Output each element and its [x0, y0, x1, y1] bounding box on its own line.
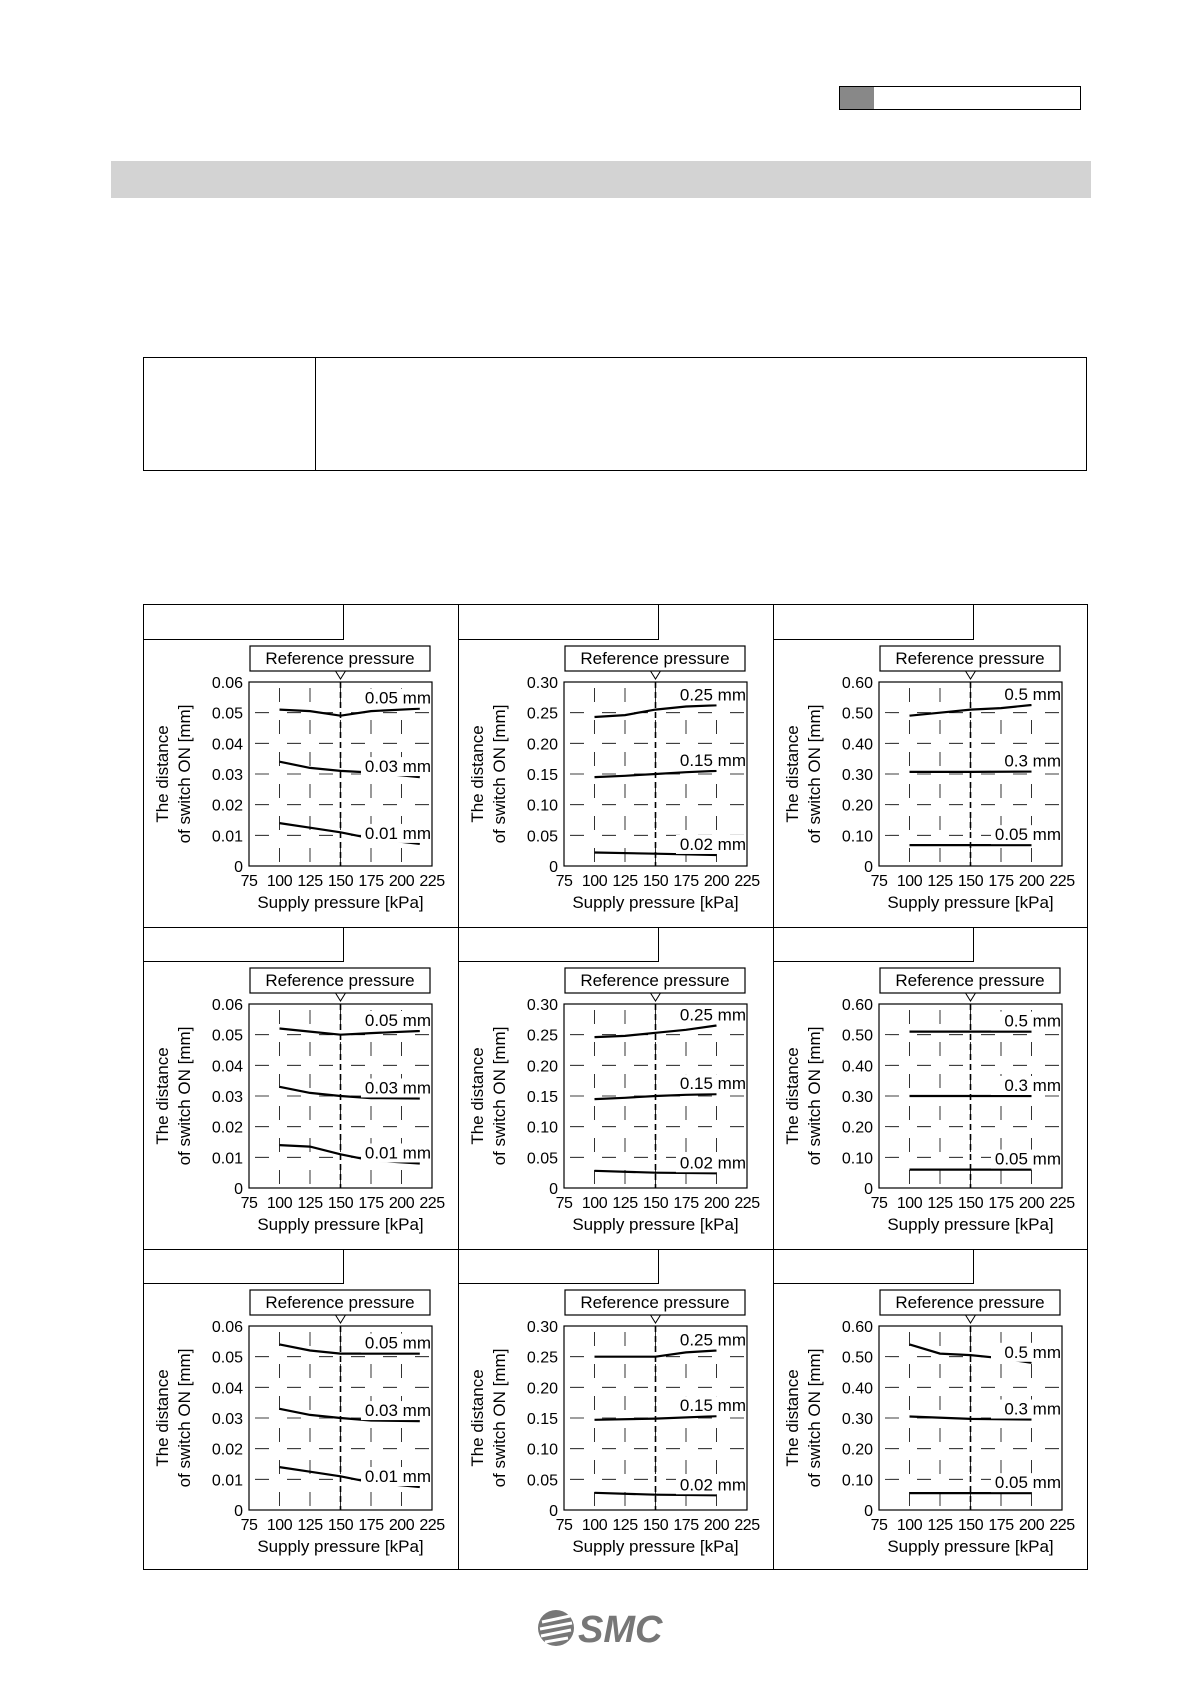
- x-tick-label: 125: [297, 873, 323, 890]
- series-label: 0.01 mm: [364, 1143, 431, 1163]
- y-axis-label: of switch ON [mm]: [490, 1026, 509, 1166]
- reference-label: Reference pressure: [265, 971, 415, 990]
- line-chart: [774, 640, 1089, 927]
- y-tick-label: 0.15: [526, 1089, 558, 1106]
- x-tick-label: 150: [957, 1195, 984, 1212]
- x-tick-label: 100: [266, 1195, 293, 1212]
- y-tick-label: 0.06: [211, 1319, 243, 1336]
- x-axis-label: Supply pressure [kPa]: [257, 1215, 424, 1234]
- x-axis-label: Supply pressure [kPa]: [257, 1537, 424, 1556]
- section-heading-bar: [111, 161, 1091, 198]
- x-tick-label: 150: [642, 1195, 669, 1212]
- y-axis-label: The distance: [468, 725, 487, 823]
- series-line: [280, 709, 420, 716]
- x-tick-label: 150: [957, 1517, 984, 1534]
- y-tick-label: 0: [234, 1181, 243, 1198]
- chart-title-tab: [774, 927, 974, 962]
- x-tick-label: 75: [240, 873, 258, 890]
- x-axis-label: Supply pressure [kPa]: [572, 893, 739, 912]
- reference-label: Reference pressure: [265, 649, 415, 668]
- x-axis-label: Supply pressure [kPa]: [572, 1537, 739, 1556]
- y-tick-label: 0.05: [526, 828, 558, 846]
- chart-cell: [459, 927, 774, 1249]
- y-tick-label: 0.25: [526, 1027, 558, 1045]
- series-label: 0.05 mm: [364, 688, 431, 708]
- line-chart: [774, 962, 1089, 1249]
- y-tick-label: 0.20: [841, 797, 873, 815]
- chart-cell: [144, 605, 459, 927]
- y-tick-label: 0.03: [211, 1089, 243, 1106]
- chart-grid: [143, 604, 1088, 1570]
- reference-pointer: [651, 993, 661, 1001]
- chart-cell: [774, 927, 1089, 1249]
- series-label: 0.02 mm: [679, 1475, 746, 1495]
- page-marker-fill: [840, 87, 874, 109]
- series-label: 0.05 mm: [364, 1010, 431, 1030]
- series-label: 0.03 mm: [364, 1078, 431, 1098]
- chart-title-tab: [774, 605, 974, 640]
- logo-text: SMC: [578, 1609, 663, 1650]
- x-tick-label: 75: [870, 1517, 888, 1534]
- y-axis-label: The distance: [153, 1369, 172, 1467]
- y-tick-label: 0.10: [841, 1150, 873, 1168]
- x-axis-label: Supply pressure [kPa]: [887, 893, 1054, 912]
- y-tick-label: 0.40: [841, 1380, 873, 1398]
- y-axis-label: of switch ON [mm]: [490, 1348, 509, 1488]
- y-tick-label: 0.02: [211, 797, 243, 815]
- line-chart: [774, 1284, 1089, 1571]
- x-tick-label: 100: [896, 873, 923, 890]
- x-axis-label: Supply pressure [kPa]: [887, 1537, 1054, 1556]
- x-tick-label: 225: [734, 1195, 760, 1212]
- y-tick-label: 0.10: [526, 1441, 558, 1459]
- x-tick-label: 175: [988, 873, 1014, 890]
- info-table: [143, 357, 1087, 471]
- x-tick-label: 200: [388, 1195, 415, 1212]
- y-axis-label: The distance: [783, 1047, 802, 1145]
- chart-title-tab: [774, 1249, 974, 1284]
- y-tick-label: 0.03: [211, 1411, 243, 1428]
- x-tick-label: 225: [419, 873, 445, 890]
- reference-pointer: [336, 671, 346, 679]
- y-tick-label: 0.15: [526, 1411, 558, 1428]
- x-tick-label: 125: [297, 1195, 323, 1212]
- series-label: 0.25 mm: [679, 685, 746, 705]
- x-tick-label: 225: [419, 1195, 445, 1212]
- chart-title-tab: [144, 927, 344, 962]
- reference-pointer: [966, 993, 976, 1001]
- y-tick-label: 0.50: [841, 1349, 873, 1367]
- y-tick-label: 0.50: [841, 705, 873, 723]
- x-tick-label: 100: [266, 873, 293, 890]
- x-tick-label: 175: [673, 1195, 699, 1212]
- series-label: 0.03 mm: [364, 1401, 431, 1421]
- x-tick-label: 225: [734, 1517, 760, 1534]
- y-axis-label: The distance: [783, 1369, 802, 1467]
- x-tick-label: 100: [896, 1195, 923, 1212]
- y-tick-label: 0.06: [211, 997, 243, 1014]
- y-tick-label: 0.20: [841, 1441, 873, 1459]
- x-tick-label: 200: [1018, 1195, 1045, 1212]
- y-tick-label: 0.25: [526, 705, 558, 723]
- y-tick-label: 0.30: [841, 767, 873, 784]
- y-axis-label: The distance: [153, 725, 172, 823]
- series-label: 0.3 mm: [1004, 1076, 1061, 1095]
- chart-title-tab: [459, 605, 659, 640]
- y-tick-label: 0.05: [526, 1150, 558, 1168]
- reference-pointer: [966, 1315, 976, 1323]
- x-axis-label: Supply pressure [kPa]: [887, 1215, 1054, 1234]
- series-label: 0.03 mm: [364, 757, 431, 777]
- y-tick-label: 0.06: [211, 675, 243, 692]
- line-chart: [459, 640, 774, 927]
- x-axis-label: Supply pressure [kPa]: [572, 1215, 739, 1234]
- y-tick-label: 0.10: [841, 1472, 873, 1490]
- x-tick-label: 125: [927, 1195, 953, 1212]
- y-tick-label: 0.40: [841, 1058, 873, 1076]
- series-label: 0.15 mm: [679, 1396, 746, 1416]
- series-label: 0.15 mm: [679, 750, 746, 770]
- y-axis-label: of switch ON [mm]: [175, 1026, 194, 1166]
- y-tick-label: 0: [864, 859, 873, 876]
- page-marker: [839, 86, 1081, 110]
- y-tick-label: 0.04: [211, 736, 243, 754]
- x-tick-label: 175: [358, 1517, 384, 1534]
- x-tick-label: 150: [642, 873, 669, 890]
- y-axis-label: of switch ON [mm]: [805, 704, 824, 844]
- y-tick-label: 0.20: [526, 1058, 558, 1076]
- x-tick-label: 175: [988, 1517, 1014, 1534]
- x-tick-label: 175: [358, 1195, 384, 1212]
- series-label: 0.5 mm: [1004, 1011, 1061, 1031]
- y-axis-label: of switch ON [mm]: [175, 1348, 194, 1488]
- x-tick-label: 100: [896, 1517, 923, 1534]
- line-chart: [459, 962, 774, 1249]
- x-tick-label: 125: [927, 873, 953, 890]
- y-tick-label: 0.10: [841, 828, 873, 846]
- y-tick-label: 0.01: [211, 1150, 243, 1168]
- y-tick-label: 0.60: [841, 1319, 873, 1336]
- reference-pointer: [336, 1315, 346, 1323]
- y-tick-label: 0.50: [841, 1027, 873, 1045]
- x-tick-label: 200: [703, 1195, 730, 1212]
- y-tick-label: 0.30: [526, 997, 558, 1014]
- y-tick-label: 0: [234, 1503, 243, 1520]
- y-tick-label: 0.30: [526, 675, 558, 692]
- series-label: 0.05 mm: [994, 825, 1061, 845]
- y-tick-label: 0.04: [211, 1380, 243, 1398]
- x-tick-label: 175: [988, 1195, 1014, 1212]
- x-tick-label: 75: [555, 1195, 573, 1212]
- reference-pointer: [651, 1315, 661, 1323]
- x-tick-label: 75: [240, 1195, 258, 1212]
- y-tick-label: 0.30: [526, 1319, 558, 1336]
- x-tick-label: 200: [388, 873, 415, 890]
- y-tick-label: 0.05: [211, 1027, 243, 1045]
- y-tick-label: 0: [549, 1503, 558, 1520]
- x-tick-label: 175: [673, 873, 699, 890]
- x-tick-label: 225: [1049, 1517, 1075, 1534]
- x-tick-label: 175: [358, 873, 384, 890]
- series-label: 0.5 mm: [1004, 1342, 1061, 1362]
- chart-title-tab: [144, 605, 344, 640]
- reference-label: Reference pressure: [265, 1293, 415, 1312]
- line-chart: [144, 640, 459, 927]
- x-tick-label: 150: [957, 873, 984, 890]
- reference-pointer: [336, 993, 346, 1001]
- x-tick-label: 75: [870, 1195, 888, 1212]
- x-tick-label: 100: [266, 1517, 293, 1534]
- series-label: 0.02 mm: [679, 834, 746, 854]
- y-tick-label: 0.15: [526, 767, 558, 784]
- y-tick-label: 0.30: [841, 1089, 873, 1106]
- y-tick-label: 0.10: [526, 1119, 558, 1137]
- y-axis-label: of switch ON [mm]: [490, 704, 509, 844]
- y-tick-label: 0: [549, 1181, 558, 1198]
- y-tick-label: 0.02: [211, 1119, 243, 1137]
- x-tick-label: 100: [581, 873, 608, 890]
- y-tick-label: 0.03: [211, 767, 243, 784]
- reference-label: Reference pressure: [580, 971, 730, 990]
- smc-logo-icon: [536, 1606, 664, 1650]
- y-axis-label: of switch ON [mm]: [805, 1348, 824, 1488]
- x-tick-label: 75: [555, 873, 573, 890]
- series-label: 0.05 mm: [364, 1333, 431, 1353]
- y-tick-label: 0.05: [211, 705, 243, 723]
- x-tick-label: 150: [642, 1517, 669, 1534]
- smc-logo: [536, 1606, 664, 1650]
- y-tick-label: 0.60: [841, 997, 873, 1014]
- y-tick-label: 0.20: [526, 1380, 558, 1398]
- x-tick-label: 200: [703, 873, 730, 890]
- x-tick-label: 150: [327, 1195, 354, 1212]
- x-tick-label: 75: [240, 1517, 258, 1534]
- x-tick-label: 125: [612, 1517, 638, 1534]
- y-tick-label: 0: [234, 859, 243, 876]
- chart-cell: [774, 1249, 1089, 1571]
- y-axis-label: of switch ON [mm]: [175, 704, 194, 844]
- x-tick-label: 125: [612, 1195, 638, 1212]
- reference-label: Reference pressure: [580, 649, 730, 668]
- x-tick-label: 200: [703, 1517, 730, 1534]
- y-tick-label: 0.20: [526, 736, 558, 754]
- line-chart: [144, 1284, 459, 1571]
- series-label: 0.01 mm: [364, 1467, 431, 1486]
- y-tick-label: 0.60: [841, 675, 873, 692]
- reference-label: Reference pressure: [895, 1293, 1045, 1312]
- chart-cell: [144, 1249, 459, 1571]
- x-tick-label: 150: [327, 1517, 354, 1534]
- reference-label: Reference pressure: [895, 971, 1045, 990]
- x-tick-label: 125: [297, 1517, 323, 1534]
- x-tick-label: 150: [327, 873, 354, 890]
- y-tick-label: 0.01: [211, 1472, 243, 1490]
- series-label: 0.05 mm: [994, 1149, 1061, 1169]
- y-tick-label: 0: [549, 859, 558, 876]
- reference-label: Reference pressure: [895, 649, 1045, 668]
- y-tick-label: 0.05: [211, 1349, 243, 1367]
- chart-cell: [774, 605, 1089, 927]
- series-label: 0.3 mm: [1004, 1399, 1061, 1419]
- reference-pointer: [966, 671, 976, 679]
- y-tick-label: 0: [864, 1503, 873, 1520]
- series-label: 0.25 mm: [679, 1330, 746, 1350]
- y-tick-label: 0.01: [211, 828, 243, 846]
- x-tick-label: 200: [388, 1517, 415, 1534]
- x-tick-label: 75: [870, 873, 888, 890]
- series-label: 0.3 mm: [1004, 751, 1061, 771]
- line-chart: [459, 1284, 774, 1571]
- y-tick-label: 0.40: [841, 736, 873, 754]
- y-tick-label: 0.20: [841, 1119, 873, 1137]
- y-axis-label: The distance: [468, 1369, 487, 1467]
- x-tick-label: 175: [673, 1517, 699, 1534]
- x-tick-label: 125: [612, 873, 638, 890]
- line-chart: [144, 962, 459, 1249]
- y-axis-label: of switch ON [mm]: [805, 1026, 824, 1166]
- series-label: 0.02 mm: [679, 1153, 746, 1173]
- series-label: 0.25 mm: [679, 1005, 746, 1025]
- reference-label: Reference pressure: [580, 1293, 730, 1312]
- series-label: 0.5 mm: [1004, 685, 1061, 704]
- x-tick-label: 200: [1018, 873, 1045, 890]
- info-table-divider: [315, 358, 316, 470]
- y-tick-label: 0.04: [211, 1058, 243, 1076]
- reference-pointer: [651, 671, 661, 679]
- x-tick-label: 225: [734, 873, 760, 890]
- series-label: 0.15 mm: [679, 1074, 746, 1094]
- x-tick-label: 225: [1049, 873, 1075, 890]
- chart-cell: [459, 605, 774, 927]
- x-tick-label: 75: [555, 1517, 573, 1534]
- series-label: 0.05 mm: [994, 1473, 1061, 1493]
- y-tick-label: 0.10: [526, 797, 558, 815]
- chart-title-tab: [459, 927, 659, 962]
- y-axis-label: The distance: [468, 1047, 487, 1145]
- chart-cell: [459, 1249, 774, 1571]
- x-tick-label: 225: [1049, 1195, 1075, 1212]
- y-tick-label: 0.25: [526, 1349, 558, 1367]
- x-tick-label: 100: [581, 1195, 608, 1212]
- x-tick-label: 100: [581, 1517, 608, 1534]
- x-axis-label: Supply pressure [kPa]: [257, 893, 424, 912]
- chart-cell: [144, 927, 459, 1249]
- chart-title-tab: [144, 1249, 344, 1284]
- series-label: 0.01 mm: [364, 823, 431, 843]
- x-tick-label: 125: [927, 1517, 953, 1534]
- y-tick-label: 0: [864, 1181, 873, 1198]
- x-tick-label: 225: [419, 1517, 445, 1534]
- chart-title-tab: [459, 1249, 659, 1284]
- y-tick-label: 0.02: [211, 1441, 243, 1459]
- y-tick-label: 0.05: [526, 1472, 558, 1490]
- y-axis-label: The distance: [783, 725, 802, 823]
- y-tick-label: 0.30: [841, 1411, 873, 1428]
- y-axis-label: The distance: [153, 1047, 172, 1145]
- x-tick-label: 200: [1018, 1517, 1045, 1534]
